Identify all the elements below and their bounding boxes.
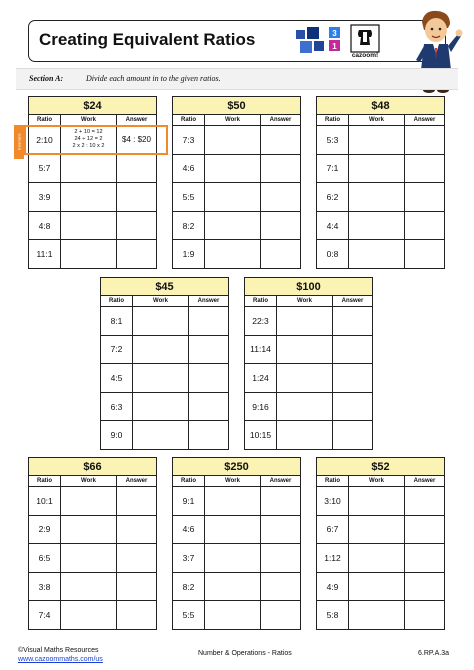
ratio-cell: 4:6	[173, 516, 205, 544]
ratio-cell: 4:9	[317, 573, 349, 601]
table-row	[245, 364, 372, 393]
ratio-cell: 3:10	[317, 487, 349, 515]
column-header-ratio: Ratio	[173, 476, 205, 486]
work-cell[interactable]	[61, 240, 117, 268]
answer-cell[interactable]	[261, 573, 300, 601]
work-cell[interactable]	[349, 212, 405, 240]
answer-cell[interactable]	[405, 155, 444, 183]
column-headers	[173, 476, 300, 487]
logo-tile-1: 1	[332, 42, 337, 51]
column-header-answer: Answer	[413, 478, 436, 484]
column-header-work: Work	[133, 296, 189, 306]
answer-cell[interactable]	[189, 307, 228, 335]
answer-cell[interactable]	[261, 487, 300, 515]
work-cell[interactable]	[61, 544, 117, 572]
footer-credits	[18, 646, 103, 664]
work-line: 2 + 10 = 12	[74, 129, 103, 136]
table-row	[29, 155, 156, 184]
card-amount: $45	[101, 278, 228, 296]
table-row	[29, 573, 156, 602]
answer-cell[interactable]	[333, 364, 372, 392]
answer-cell[interactable]	[405, 126, 444, 154]
ratio-cell: 6:2	[317, 183, 349, 211]
answer-cell[interactable]	[189, 421, 228, 449]
work-cell[interactable]	[349, 183, 405, 211]
column-headers	[317, 476, 444, 487]
answer-cell[interactable]	[189, 364, 228, 392]
table-row	[317, 155, 444, 184]
ratio-cell: 4:8	[29, 212, 61, 240]
card-amount: $66	[29, 458, 156, 476]
answer-cell[interactable]	[117, 155, 156, 183]
ratio-cell: 3:9	[29, 183, 61, 211]
work-cell[interactable]	[61, 212, 117, 240]
ratio-cell: 22:3	[245, 307, 277, 335]
ratio-cell: 9:0	[101, 421, 133, 449]
work-cell[interactable]	[349, 126, 405, 154]
ratio-cell: 8:1	[101, 307, 133, 335]
ratio-card	[316, 457, 445, 630]
column-header-answer: Answer	[269, 478, 292, 484]
answer-cell: $4 : $20	[122, 135, 151, 145]
example-row	[16, 126, 156, 155]
work-cell[interactable]	[61, 155, 117, 183]
table-row	[29, 212, 156, 241]
column-header-answer: Answer	[125, 478, 148, 484]
ratio-cell: 10:15	[245, 421, 277, 449]
ratio-cell: 0:8	[317, 240, 349, 268]
copyright-text: ©Visual Maths Resources	[18, 647, 99, 654]
answer-cell[interactable]	[405, 516, 444, 544]
logo-tile-3: 3	[332, 29, 337, 38]
column-headers	[29, 476, 156, 487]
table-row	[173, 183, 300, 212]
column-header-ratio: Ratio	[29, 476, 61, 486]
ratio-cell: 9:16	[245, 393, 277, 421]
table-row	[173, 212, 300, 241]
table-row	[317, 573, 444, 602]
ratio-cell: 5:5	[173, 601, 205, 629]
table-row	[173, 155, 300, 184]
answer-cell[interactable]	[261, 155, 300, 183]
ratio-cell: 5:3	[317, 126, 349, 154]
table-row	[29, 183, 156, 212]
column-header-ratio: Ratio	[317, 115, 349, 125]
work-line: 2 x 2 : 10 x 2	[72, 143, 105, 150]
work-cell[interactable]	[349, 601, 405, 629]
table-row	[317, 544, 444, 573]
logo-text: cazoom!	[351, 52, 379, 59]
answer-cell[interactable]	[117, 544, 156, 572]
column-header-work: Work	[277, 296, 333, 306]
section-instruction: Divide each amount in to the given ratios.	[86, 74, 221, 83]
ratio-card	[244, 277, 373, 450]
column-header-answer: Answer	[413, 117, 436, 123]
card-amount: $50	[173, 97, 300, 115]
ratio-card	[16, 96, 157, 269]
column-header-ratio: Ratio	[29, 115, 61, 125]
work-cell[interactable]	[61, 487, 117, 515]
answer-cell[interactable]	[117, 601, 156, 629]
table-row	[245, 336, 372, 365]
work-cell[interactable]	[61, 601, 117, 629]
answer-cell[interactable]	[189, 393, 228, 421]
ratio-cell: 8:2	[173, 573, 205, 601]
column-headers	[317, 115, 444, 126]
column-header-answer: Answer	[341, 298, 364, 304]
work-cell[interactable]	[349, 487, 405, 515]
ratio-card	[100, 277, 229, 450]
answer-cell[interactable]	[117, 212, 156, 240]
ratio-cell: 5:7	[29, 155, 61, 183]
table-row	[173, 516, 300, 545]
column-header-work: Work	[205, 476, 261, 486]
ratio-cell: 4:5	[101, 364, 133, 392]
work-cell[interactable]	[349, 573, 405, 601]
ratio-card	[172, 457, 301, 630]
ratio-cell: 2:10	[29, 126, 61, 154]
card-amount: $250	[173, 458, 300, 476]
work-cell[interactable]	[205, 516, 261, 544]
answer-cell[interactable]	[117, 183, 156, 211]
ratio-cell: 5:8	[317, 601, 349, 629]
ratio-cell: 7:4	[29, 601, 61, 629]
ratio-cell: 3:8	[29, 573, 61, 601]
answer-cell[interactable]	[117, 487, 156, 515]
work-cell[interactable]	[61, 516, 117, 544]
table-row	[317, 240, 444, 268]
footer-topic: Number & Operations - Ratios	[198, 650, 292, 657]
website-link[interactable]: www.cazoommaths.com/us	[18, 656, 103, 663]
answer-cell[interactable]	[405, 487, 444, 515]
table-row	[173, 544, 300, 573]
page-title: Creating Equivalent Ratios	[39, 30, 256, 49]
ratio-card	[316, 96, 445, 269]
answer-cell[interactable]	[405, 240, 444, 268]
work-cell[interactable]	[205, 183, 261, 211]
table-row	[317, 487, 444, 516]
ratio-cell: 4:4	[317, 212, 349, 240]
column-headers	[173, 115, 300, 126]
column-header-work: Work	[61, 476, 117, 486]
work-cell[interactable]	[61, 183, 117, 211]
answer-cell[interactable]	[333, 421, 372, 449]
ratio-cell: 11:14	[245, 336, 277, 364]
work-cell	[61, 126, 117, 154]
ratio-cell: 10:1	[29, 487, 61, 515]
work-cell[interactable]	[277, 393, 333, 421]
table-row	[173, 240, 300, 268]
table-row	[245, 307, 372, 336]
work-line: 24 ÷ 12 = 2	[74, 136, 103, 143]
work-cell[interactable]	[205, 126, 261, 154]
table-row	[29, 240, 156, 268]
work-cell[interactable]	[205, 487, 261, 515]
table-row	[29, 544, 156, 573]
column-header-work: Work	[61, 115, 117, 125]
work-cell[interactable]	[61, 573, 117, 601]
table-row	[317, 212, 444, 241]
work-cell[interactable]	[133, 393, 189, 421]
table-row	[29, 516, 156, 545]
answer-cell[interactable]	[405, 212, 444, 240]
work-cell[interactable]	[133, 336, 189, 364]
card-amount: $52	[317, 458, 444, 476]
answer-cell[interactable]	[261, 516, 300, 544]
example-tab: Example	[14, 125, 24, 159]
table-row	[173, 573, 300, 602]
answer-cell[interactable]	[405, 573, 444, 601]
work-cell[interactable]	[205, 155, 261, 183]
answer-cell[interactable]	[189, 336, 228, 364]
work-cell[interactable]	[277, 421, 333, 449]
work-cell[interactable]	[277, 364, 333, 392]
table-row	[245, 421, 372, 449]
ratio-cell: 1:24	[245, 364, 277, 392]
answer-cell[interactable]	[261, 126, 300, 154]
work-cell[interactable]	[205, 573, 261, 601]
section-label: Section A:	[29, 74, 64, 83]
table-row	[101, 421, 228, 449]
work-cell[interactable]	[277, 336, 333, 364]
table-row	[101, 336, 228, 365]
ratio-cell: 1:9	[173, 240, 205, 268]
ratio-cell: 3:7	[173, 544, 205, 572]
work-cell[interactable]	[133, 307, 189, 335]
answer-cell[interactable]	[117, 516, 156, 544]
table-row	[29, 601, 156, 629]
ratio-cell: 1:12	[317, 544, 349, 572]
ratio-cell: 6:5	[29, 544, 61, 572]
column-header-answer: Answer	[197, 298, 220, 304]
work-cell[interactable]	[205, 212, 261, 240]
ratio-cell: 6:3	[101, 393, 133, 421]
column-header-ratio: Ratio	[101, 296, 133, 306]
ratio-cell: 6:7	[317, 516, 349, 544]
column-header-answer: Answer	[269, 117, 292, 123]
column-header-answer: Answer	[125, 117, 148, 123]
answer-cell[interactable]	[333, 393, 372, 421]
ratio-cell: 2:9	[29, 516, 61, 544]
column-header-ratio: Ratio	[173, 115, 205, 125]
ratio-cell: 11:1	[29, 240, 61, 268]
table-row	[173, 126, 300, 155]
card-amount: $24	[29, 97, 156, 115]
ratio-cell: 8:2	[173, 212, 205, 240]
answer-cell[interactable]	[405, 544, 444, 572]
column-headers	[101, 296, 228, 307]
column-header-ratio: Ratio	[317, 476, 349, 486]
answer-cell[interactable]	[261, 212, 300, 240]
ratio-cell: 4:6	[173, 155, 205, 183]
column-headers	[245, 296, 372, 307]
ratio-cell: 7:1	[317, 155, 349, 183]
cazoom-logo	[296, 23, 396, 59]
table-row	[101, 307, 228, 336]
card-amount: $100	[245, 278, 372, 296]
answer-cell[interactable]	[333, 336, 372, 364]
answer-cell[interactable]	[261, 601, 300, 629]
table-row	[101, 393, 228, 422]
answer-cell[interactable]	[405, 183, 444, 211]
section-a-bar	[16, 68, 458, 90]
answer-cell[interactable]	[261, 183, 300, 211]
answer-cell[interactable]	[405, 601, 444, 629]
column-header-work: Work	[349, 115, 405, 125]
answer-cell[interactable]	[117, 573, 156, 601]
work-cell[interactable]	[349, 544, 405, 572]
card-amount: $48	[317, 97, 444, 115]
column-header-ratio: Ratio	[245, 296, 277, 306]
work-cell[interactable]	[349, 516, 405, 544]
column-header-work: Work	[205, 115, 261, 125]
work-cell[interactable]	[133, 421, 189, 449]
answer-cell[interactable]	[117, 240, 156, 268]
table-row	[317, 126, 444, 155]
work-cell[interactable]	[205, 240, 261, 268]
table-row	[173, 487, 300, 516]
ratio-cell: 5:5	[173, 183, 205, 211]
answer-cell[interactable]	[333, 307, 372, 335]
work-cell[interactable]	[205, 601, 261, 629]
work-cell[interactable]	[277, 307, 333, 335]
table-row	[101, 364, 228, 393]
work-cell[interactable]	[205, 544, 261, 572]
table-row	[173, 601, 300, 629]
ratio-card	[172, 96, 301, 269]
table-row	[29, 487, 156, 516]
answer-cell[interactable]	[261, 544, 300, 572]
ratio-cell: 7:2	[101, 336, 133, 364]
footer-standard-code: 6.RP.A.3a	[418, 650, 450, 657]
work-cell[interactable]	[349, 155, 405, 183]
ratio-card	[28, 457, 157, 630]
ratio-cell: 7:3	[173, 126, 205, 154]
answer-cell[interactable]	[261, 240, 300, 268]
table-row	[317, 601, 444, 629]
work-cell[interactable]	[133, 364, 189, 392]
work-cell[interactable]	[349, 240, 405, 268]
ratio-cell: 9:1	[173, 487, 205, 515]
column-headers	[29, 115, 156, 126]
column-header-work: Work	[349, 476, 405, 486]
table-row	[317, 183, 444, 212]
table-row	[245, 393, 372, 422]
table-row	[317, 516, 444, 545]
